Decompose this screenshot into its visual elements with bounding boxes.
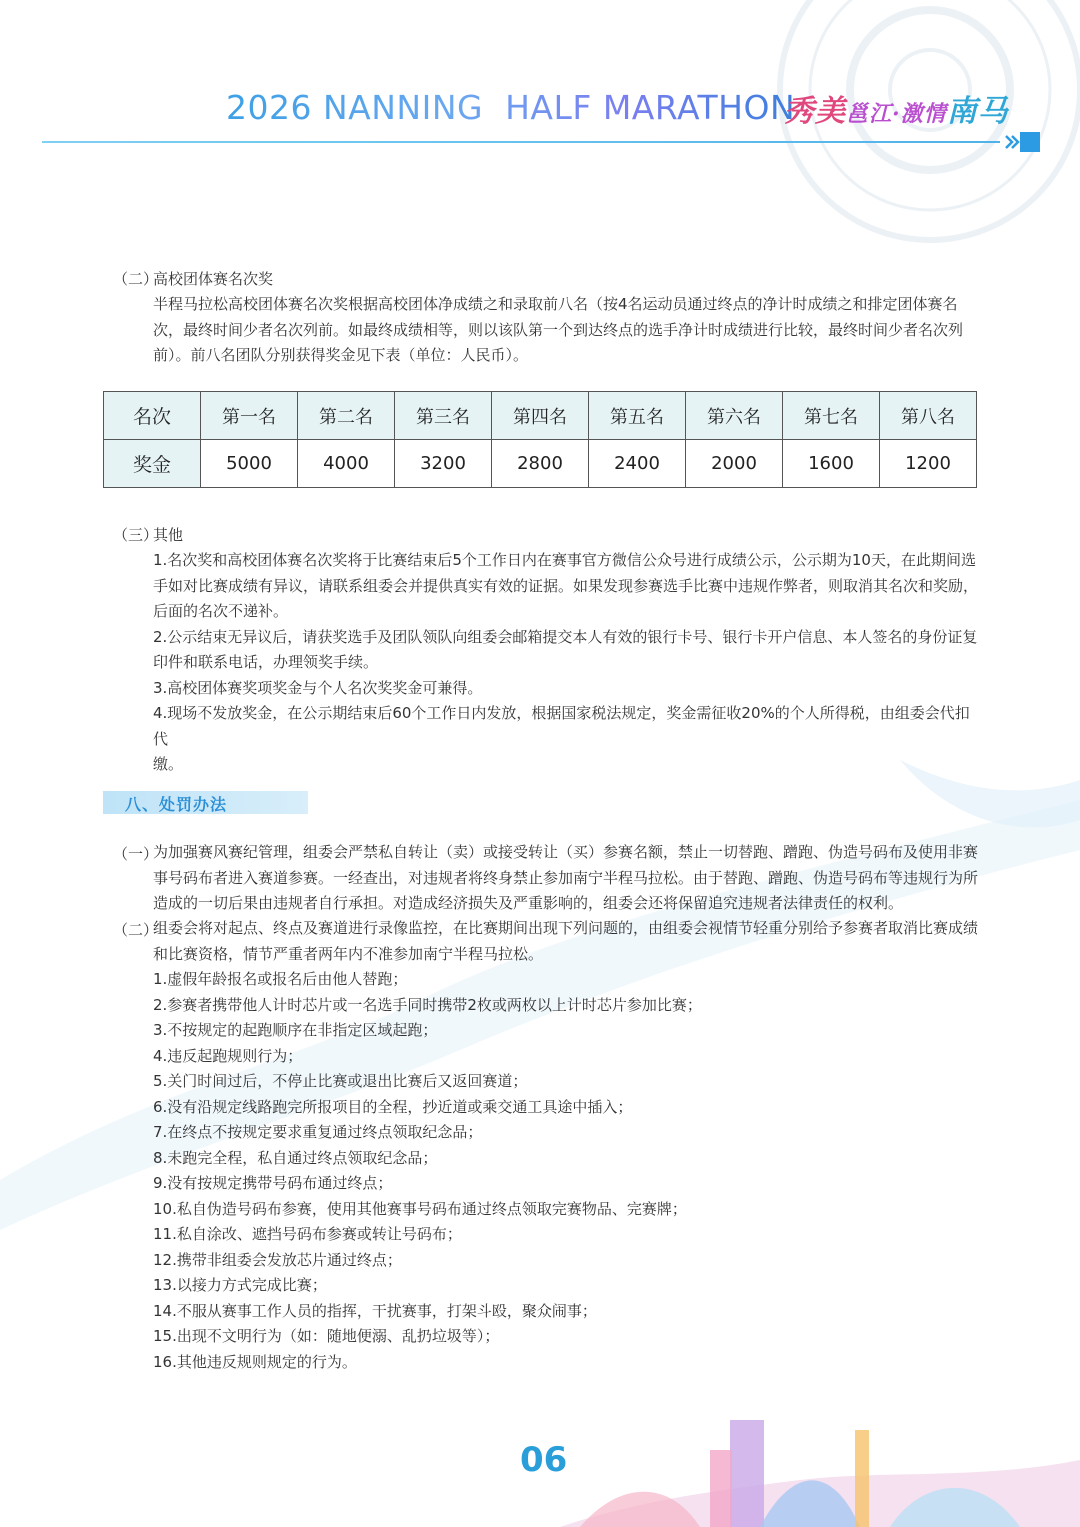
text-line: 后面的名次不递补。 — [153, 602, 289, 620]
list-item: 12.携带非组委会发放芯片通过终点； — [153, 1250, 402, 1269]
section-title-bar — [103, 791, 308, 814]
text-line: 2.公示结束无异议后，请获奖选手及团队领队向组委会邮箱提交本人有效的银行卡号、银行卡开户信息、本人签名的身份证复 — [153, 627, 978, 646]
team-award-heading: 高校团体赛名次奖 — [153, 270, 274, 288]
table-row — [104, 392, 977, 440]
table-header-cell: 第五名 — [589, 392, 686, 440]
city-skyline-decoration — [560, 1410, 1080, 1527]
emblem-watermark — [760, 0, 1080, 260]
table-header-cell: 第六名 — [686, 392, 783, 440]
table-header-cell: 第二名 — [298, 392, 395, 440]
text-line: 事号码布者进入赛道参赛。一经查出，对违规者将终身禁止参加南宁半程马拉松。由于替跑、蹭跑、伪造号码布等违规行为所 — [153, 868, 979, 887]
table-cell: 1600 — [783, 440, 880, 488]
list-item: 14.不服从赛事工作人员的指挥，干扰赛事，打架斗殴，聚众闹事； — [153, 1301, 597, 1320]
list-item: 13.以接力方式完成比赛； — [153, 1276, 327, 1294]
list-item: 6.没有沿规定线路跑完所报项目的全程，抄近道或乘交通工具途中插入； — [153, 1097, 633, 1116]
team-award-label: （二） — [113, 270, 159, 288]
slogan-part-2: 邕江 — [846, 101, 893, 127]
list-item: 8.未跑完全程，私自通过终点领取纪念品； — [153, 1148, 438, 1167]
list-item: 4.违反起跑规则行为； — [153, 1046, 303, 1065]
list-item: 9.没有按规定携带号码布通过终点； — [153, 1174, 393, 1192]
text-line: 和比赛资格，情节严重者两年内不准参加南宁半程马拉松。 — [153, 944, 544, 963]
text-line: 为加强赛风赛纪管理，组委会严禁私自转让（卖）或接受转让（买）参赛名额，禁止一切替跑、蹭跑、伪造号码布及使用非赛 — [153, 843, 979, 861]
text-line: 次，最终时间少者名次列前。如最终成绩相等，则以该队第一个到达终点的选手净计时成绩进行比较，最终时间少者名次列 — [153, 320, 964, 339]
table-cell: 2400 — [589, 440, 686, 488]
table-header-cell: 名次 — [104, 392, 201, 440]
header-title-year-city: 2026 NANNING — [226, 88, 484, 127]
text-line: 印件和联系电话，办理领奖手续。 — [153, 653, 379, 671]
slogan-part-1: 秀美 — [784, 94, 846, 129]
table-row — [104, 440, 977, 488]
table-header-cell: 第四名 — [492, 392, 589, 440]
text-line: 缴。 — [153, 755, 184, 773]
list-item: 5.关门时间过后，不停止比赛或退出比赛后又返回赛道； — [153, 1072, 528, 1090]
table-cell: 2000 — [686, 440, 783, 488]
table-cell: 5000 — [201, 440, 298, 488]
header-title — [226, 88, 795, 127]
list-item: 15.出现不文明行为（如：随地便溺、乱扔垃圾等）； — [153, 1327, 500, 1345]
text-line: 半程马拉松高校团体赛名次奖根据高校团体净成绩之和录取前八名（按4名运动员通过终点的净计时成绩之和排定团体赛名 — [153, 295, 958, 313]
text-line: 造成的一切后果由违规者自行承担。对造成经济损失及严重影响的，组委会还将保留追究违规者法律责任的权利。 — [153, 894, 904, 912]
table-header-cell: 第一名 — [201, 392, 298, 440]
header-arrow-icon — [1004, 132, 1040, 152]
text-line: 组委会将对起点、终点及赛道进行录像监控，在比赛期间出现下列问题的，由组委会视情节轻重分别给予参赛者取消比赛成绩 — [153, 919, 979, 937]
text-line: 3.高校团体赛奖项奖金与个人名次奖奖金可兼得。 — [153, 678, 483, 697]
table-cell: 2800 — [492, 440, 589, 488]
list-item: 7.在终点不按规定要求重复通过终点领取纪念品； — [153, 1123, 483, 1141]
header-title-event: HALF MARATHON — [505, 88, 796, 127]
list-item: 2.参赛者携带他人计时芯片或一名选手同时携带2枚或两枚以上计时芯片参加比赛； — [153, 995, 702, 1014]
list-item: 1.虚假年龄报名或报名后由他人替跑； — [153, 970, 408, 988]
penalty-item-2-text — [153, 916, 983, 1375]
table-header-cell: 第三名 — [395, 392, 492, 440]
list-item: 11.私自涂改、遮挡号码布参赛或转让号码布； — [153, 1225, 462, 1243]
team-award-paragraph — [153, 292, 983, 369]
header-slogan — [784, 86, 1009, 130]
header-divider — [42, 141, 1000, 143]
text-line: 手如对比赛成绩有异议，请联系组委会并提供真实有效的证据。如果发现参赛选手比赛中违规作弊者，则取消其名次和奖励， — [153, 576, 979, 595]
penalty-item-2-label: （二） — [113, 921, 159, 939]
slogan-part-3: 南马 — [946, 94, 1009, 129]
text-line: 1.名次奖和高校团体赛名次奖将于比赛结束后5个工作日内在赛事官方微信公众号进行成绩公示，公示期为10天，在此期间选 — [153, 551, 976, 569]
table-cell: 4000 — [298, 440, 395, 488]
text-line: 前）。前八名团队分别获得奖金见下表（单位：人民币）。 — [153, 346, 529, 364]
other-label: （三） — [113, 526, 159, 544]
other-paragraph — [153, 548, 983, 778]
prize-table — [103, 391, 977, 488]
other-heading: 其他 — [153, 526, 184, 544]
table-cell: 3200 — [395, 440, 492, 488]
page-number: 06 — [520, 1440, 568, 1480]
table-header-cell: 第八名 — [880, 392, 977, 440]
table-row-header: 奖金 — [104, 440, 201, 488]
penalty-item-1-text — [153, 840, 983, 917]
list-item: 3.不按规定的起跑顺序在非指定区域起跑； — [153, 1021, 438, 1039]
slogan-separator: ·激情 — [892, 101, 947, 127]
table-cell: 1200 — [880, 440, 977, 488]
text-line: 4.现场不发放奖金，在公示期结束后60个工作日内发放，根据国家税法规定，奖金需征收20%的个人所得税，由组委会代扣代 — [153, 704, 970, 748]
section-title: 八、处罚办法 — [125, 795, 228, 814]
table-header-cell: 第七名 — [783, 392, 880, 440]
list-item: 10.私自伪造号码布参赛，使用其他赛事号码布通过终点领取完赛物品、完赛牌； — [153, 1199, 687, 1218]
list-item: 16.其他违反规则规定的行为。 — [153, 1352, 357, 1371]
penalty-item-1-label: （一） — [113, 845, 159, 863]
